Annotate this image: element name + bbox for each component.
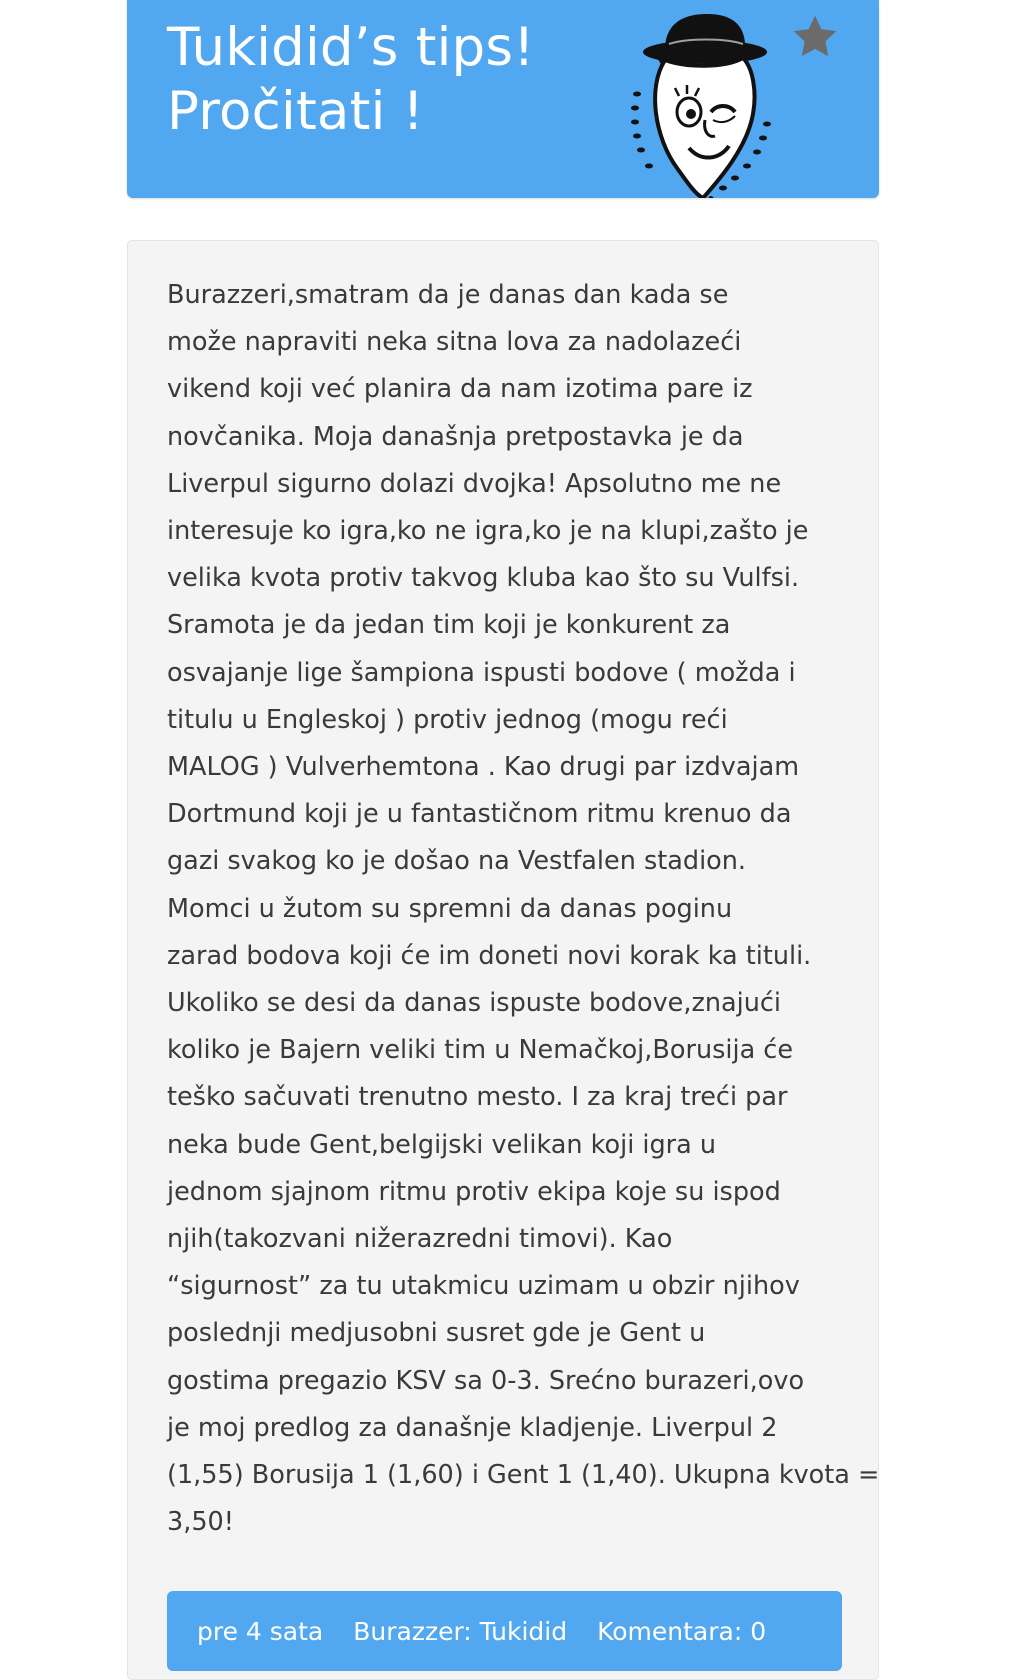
post-line: može napraviti neka sitna lova za nadolazeći — [167, 327, 742, 358]
post-meta-bar — [167, 1591, 842, 1671]
post-line: osvajanje lige šampiona ispusti bodove ( možda i — [167, 657, 796, 688]
post-line: “sigurnost” za tu utakmicu uzimam u obzir njihov — [167, 1271, 800, 1302]
post-line: Liverpul sigurno dolazi dvojka! Apsolutno me ne — [167, 468, 782, 499]
post-time: pre 4 sata — [197, 1616, 324, 1646]
post-line: zarad bodova koji će im doneti novi korak ka tituli. — [167, 940, 812, 971]
title-line-1: Tukidid’s tips! — [167, 17, 535, 78]
title-line-2: Pročitati ! — [167, 81, 425, 142]
post-body — [167, 272, 880, 1546]
post-line: gazi svakog ko je došao na Vestfalen stadion. — [167, 846, 747, 877]
post-line: teško sačuvati trenutno mesto. I za kraj treći par — [167, 1082, 788, 1113]
post-line: velika kvota protiv takvog kluba kao što su Vulfsi. — [167, 563, 800, 594]
post-line: titulu u Engleskoj ) protiv jednog (mogu reći — [167, 704, 728, 735]
star-icon[interactable] — [789, 12, 841, 62]
header-card — [127, 0, 879, 198]
post-author-link[interactable]: Burazzer: Tukidid — [353, 1616, 568, 1646]
post-line: je moj predlog za današnje kladjenje. Liverpul 2 — [167, 1412, 778, 1443]
post-line: interesuje ko igra,ko ne igra,ko je na klupi,zašto je — [167, 516, 809, 547]
post-line: (1,55) Borusija 1 (1,60) i Gent 1 (1,40). Ukupna kvota = — [167, 1460, 880, 1491]
winking-mascot-icon — [607, 8, 787, 198]
post-line: Ukoliko se desi da danas ispuste bodove,znajući — [167, 988, 781, 1019]
post-line: neka bude Gent,belgijski velikan koji igra u — [167, 1129, 717, 1160]
post-line: Sramota je da jedan tim koji je konkurent za — [167, 610, 731, 641]
post-line: vikend koji već planira da nam izotima pare iz — [167, 374, 753, 405]
post-line: novčanika. Moja današnja pretpostavka je da — [167, 421, 744, 452]
post-line: jednom sjajnom ritmu protiv ekipa koje su ispod — [167, 1176, 781, 1207]
post-line: koliko je Bajern veliki tim u Nemačkoj,Borusija će — [167, 1035, 794, 1066]
comments-link[interactable]: Komentara: 0 — [597, 1616, 767, 1646]
post-line: gostima pregazio KSV sa 0-3. Srećno burazeri,ovo — [167, 1365, 805, 1396]
post-line: MALOG ) Vulverhemtona . Kao drugi par izdvajam — [167, 752, 800, 783]
post-card — [127, 240, 879, 1680]
post-line: Dortmund koji je u fantastičnom ritmu krenuo da — [167, 799, 792, 830]
page-title — [167, 16, 535, 144]
post-line: Momci u žutom su spremni da danas poginu — [167, 893, 733, 924]
post-line: njih(takozvani nižerazredni timovi). Kao — [167, 1224, 673, 1255]
post-line: Burazzeri,smatram da je danas dan kada se — [167, 280, 729, 310]
post-line: 3,50! — [167, 1507, 234, 1538]
post-line: poslednji medjusobni susret gde je Gent u — [167, 1318, 706, 1349]
